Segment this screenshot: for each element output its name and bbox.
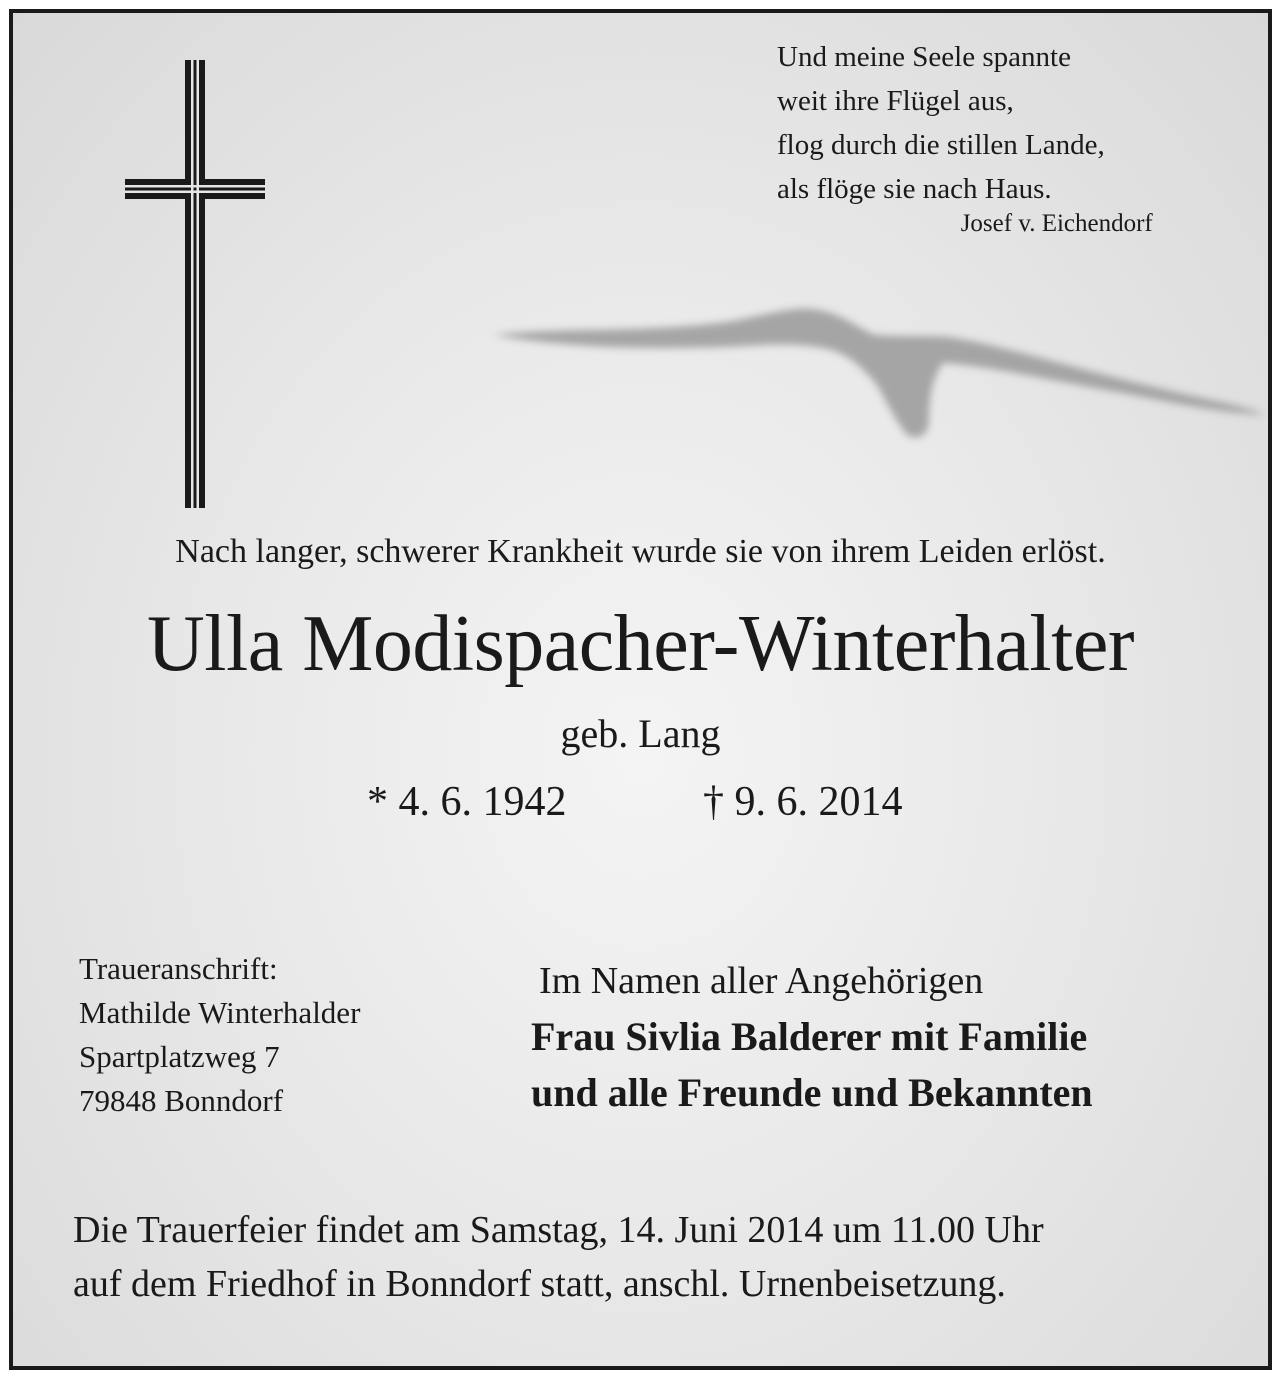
poem-line: weit ihre Flügel aus, bbox=[777, 85, 1014, 117]
address-label: Traueranschrift: bbox=[79, 951, 278, 986]
family-signature bbox=[531, 959, 1093, 1121]
poem-line: flog durch die stillen Lande, bbox=[777, 129, 1105, 161]
address-line: Mathilde Winterhalder bbox=[79, 995, 361, 1030]
birth-date: * 4. 6. 1942 bbox=[367, 779, 567, 825]
family-line: und alle Freunde und Bekannten bbox=[531, 1070, 1093, 1115]
cross-icon bbox=[125, 60, 265, 508]
service-line: Die Trauerfeier findet am Samstag, 14. Juni 2014 um 11.00 Uhr bbox=[73, 1209, 1044, 1251]
deceased-name: Ulla Modispacher-Winterhalter bbox=[147, 600, 1134, 688]
address-line: Spartplatzweg 7 bbox=[79, 1039, 280, 1074]
poem-author: Josef v. Eichendorf bbox=[960, 210, 1153, 237]
poem-line: Und meine Seele spannte bbox=[777, 41, 1071, 73]
address-line: 79848 Bonndorf bbox=[79, 1083, 284, 1118]
maiden-name: geb. Lang bbox=[560, 711, 721, 756]
on-behalf-text: Im Namen aller Angehörigen bbox=[539, 960, 984, 1002]
family-line: Frau Sivlia Balderer mit Familie bbox=[531, 1014, 1088, 1059]
service-line: auf dem Friedhof in Bonndorf statt, anschl. Urnenbeisetzung. bbox=[73, 1263, 1006, 1305]
poem-line: als flöge sie nach Haus. bbox=[777, 173, 1052, 205]
funeral-service-info bbox=[73, 1203, 1044, 1311]
poem bbox=[777, 35, 1153, 241]
mourning-address bbox=[79, 947, 360, 1123]
intro-text: Nach langer, schwerer Krankheit wurde sie von ihrem Leiden erlöst. bbox=[175, 533, 1106, 570]
death-date: † 9. 6. 2014 bbox=[703, 779, 903, 825]
bird-silhouette-image bbox=[483, 293, 1272, 453]
obituary-notice bbox=[9, 9, 1272, 1370]
